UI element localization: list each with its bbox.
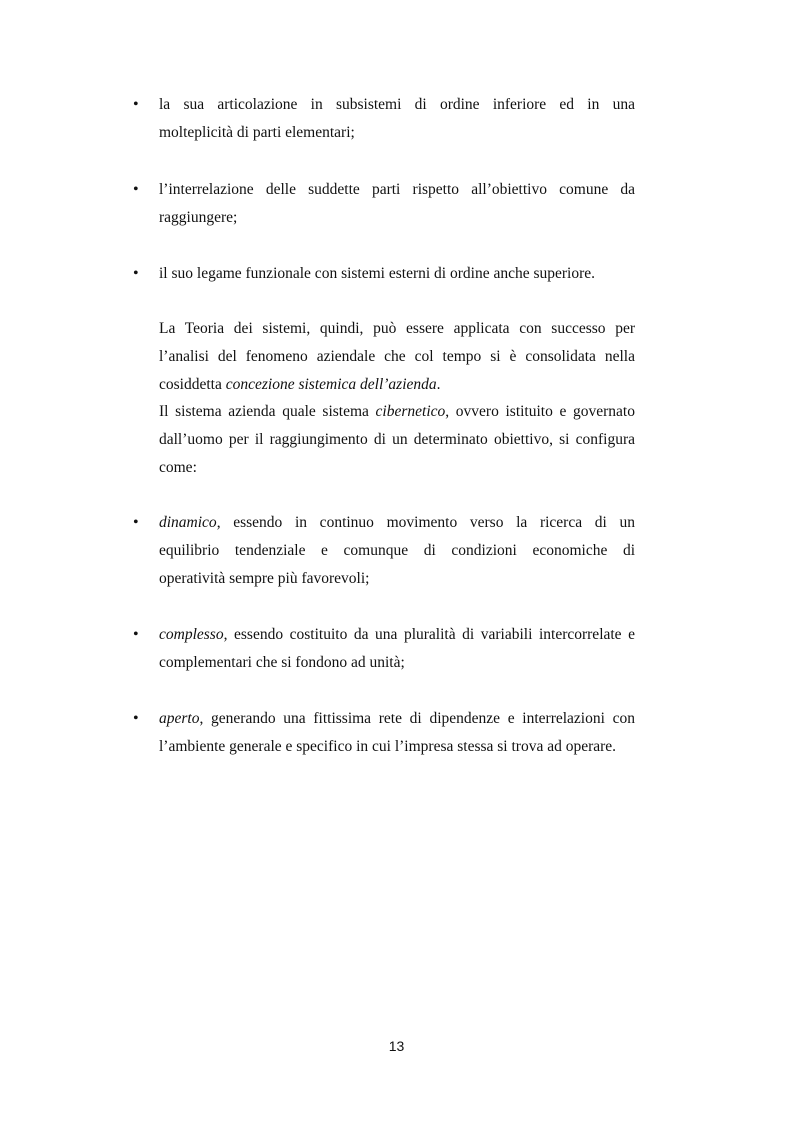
italic-term: concezione sistemica dell’azienda bbox=[225, 376, 437, 393]
text-line: l’analisi del fenomeno aziendale che col tempo si è consolidata nella bbox=[159, 348, 635, 365]
text-line: complementari che si fondono ad unità; bbox=[159, 654, 405, 671]
text-line: il suo legame funzionale con sistemi esterni di ordine anche superiore. bbox=[159, 265, 596, 282]
italic-term: dinamico bbox=[159, 514, 217, 531]
text-line: operatività sempre più favorevoli; bbox=[159, 570, 370, 587]
page-number: 13 bbox=[388, 1038, 405, 1054]
list-item-text bbox=[159, 509, 635, 593]
text-line: Il sistema azienda quale sistema cibernetico, ovvero istituito e governato bbox=[159, 403, 635, 420]
bullet-icon: • bbox=[133, 265, 139, 282]
bullet-icon: • bbox=[133, 96, 139, 113]
list-item-text bbox=[159, 176, 635, 232]
list-item-text bbox=[159, 621, 635, 677]
bullet-icon: • bbox=[133, 514, 139, 531]
list-item bbox=[133, 260, 635, 288]
text-line: equilibrio tendenziale e comunque di condizioni economiche di bbox=[159, 542, 635, 559]
list-item bbox=[133, 621, 635, 677]
text-line: l’interrelazione delle suddette parti rispetto all’obiettivo comune da bbox=[159, 181, 635, 198]
text-line: molteplicità di parti elementari; bbox=[159, 124, 355, 141]
text-line: raggiungere; bbox=[159, 209, 238, 226]
list-item bbox=[133, 509, 635, 593]
text-line: La Teoria dei sistemi, quindi, può essere applicata con successo per bbox=[159, 320, 635, 337]
text-line: dall’uomo per il raggiungimento di un determinato obiettivo, si configura bbox=[159, 431, 635, 448]
text-line: l’ambiente generale e specifico in cui l’impresa stessa si trova ad operare. bbox=[159, 738, 617, 755]
list-item bbox=[133, 91, 635, 147]
text-line: come: bbox=[159, 459, 197, 476]
bullet-icon: • bbox=[133, 710, 139, 727]
text-line: complesso, essendo costituito da una pluralità di variabili intercorrelate e bbox=[159, 626, 635, 643]
text-line: aperto, generando una fittissima rete di dipendenze e interrelazioni con bbox=[159, 710, 635, 727]
list-item-text bbox=[159, 705, 635, 761]
list-item-text bbox=[159, 91, 635, 147]
text-line: cosiddetta concezione sistemica dell’azienda. bbox=[159, 376, 441, 393]
italic-term: aperto bbox=[159, 710, 200, 727]
italic-term: cibernetico bbox=[375, 403, 446, 420]
text-line: la sua articolazione in subsistemi di ordine inferiore ed in una bbox=[159, 96, 635, 113]
bullet-icon: • bbox=[133, 626, 139, 643]
italic-term: complesso bbox=[159, 626, 224, 643]
paragraph-system bbox=[159, 398, 635, 482]
paragraph-theory bbox=[159, 315, 635, 399]
list-item bbox=[133, 705, 635, 761]
text-line: dinamico, essendo in continuo movimento verso la ricerca di un bbox=[159, 514, 635, 531]
list-item bbox=[133, 176, 635, 232]
bullet-icon: • bbox=[133, 181, 139, 198]
list-item-text bbox=[159, 260, 635, 288]
